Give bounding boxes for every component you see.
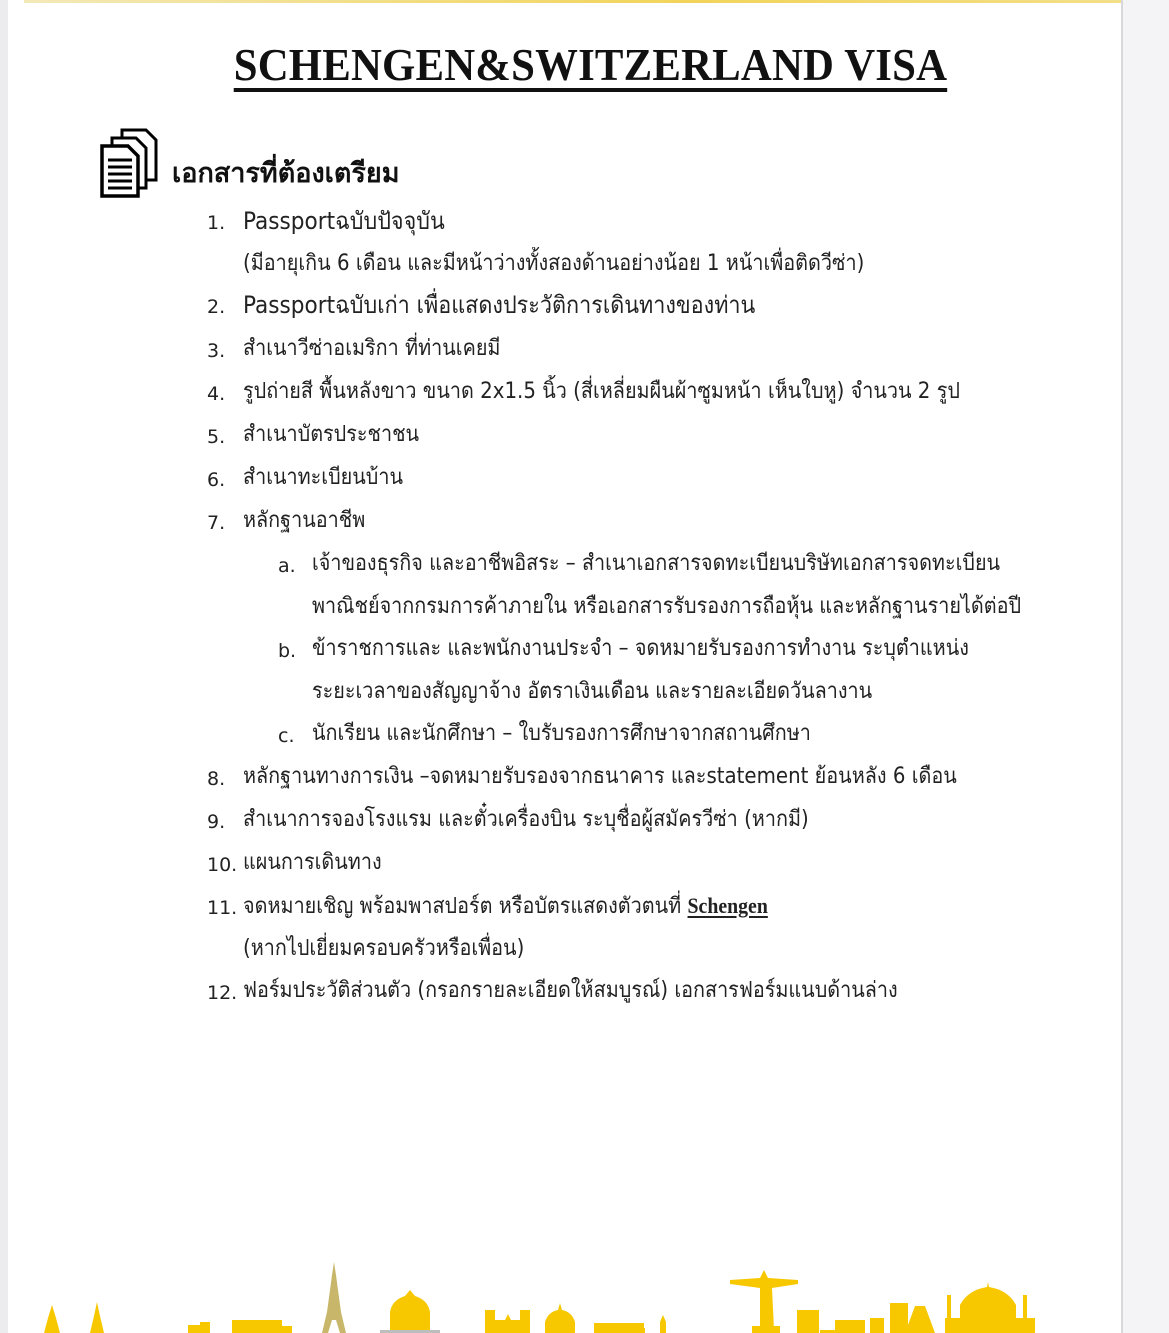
list-item-text-main: จดหมายเชิญ พร้อมพาสปอร์ต หรือบัตรแสดงตัวตนที่ <box>243 894 688 919</box>
landmarks-skyline-graphic <box>0 1253 1169 1333</box>
list-item-number: 7. <box>207 512 226 534</box>
sublist-item-letter: c. <box>278 725 295 747</box>
document-title: SCHENGEN&SWITZERLAND VISA <box>233 39 948 90</box>
schengen-emphasis: Schengen <box>687 893 768 918</box>
list-item-number: 12. <box>207 982 238 1004</box>
viewer-scrollbar[interactable] <box>1121 0 1169 1333</box>
list-item-text: สำเนาบัตรประชาชน <box>243 422 420 447</box>
top-yellow-strip <box>24 0 1129 3</box>
list-item-number: 11. <box>207 897 238 919</box>
sublist-item-text-continued: ระยะเวลาของสัญญาจ้าง อัตราเงินเดือน และรายละเอียดวันลางาน <box>312 679 873 704</box>
list-item-number: 1. <box>207 212 226 234</box>
list-item-number: 3. <box>207 340 226 362</box>
document-page <box>8 0 1121 1333</box>
list-item-text: สำเนาวีซ่าอเมริกา ที่ท่านเคยมี <box>243 336 501 361</box>
documents-icon <box>100 128 158 198</box>
list-item-number: 5. <box>207 426 226 448</box>
list-item-text: สำเนาการจองโรงแรม และตั๋วเครื่องบิน ระบุชื่อผู้สมัครวีซ่า (หากมี) <box>243 807 809 832</box>
list-item-text-continued: (มีอายุเกิน 6 เดือน และมีหน้าว่างทั้งสองด้านอย่างน้อย 1 หน้าเพื่อติดวีซ่า) <box>243 251 865 276</box>
list-item-text: Passportฉบับเก่า เพื่อแสดงประวัติการเดินทางของท่าน <box>243 291 756 319</box>
list-item-number: 9. <box>207 811 226 833</box>
sublist-item-text: เจ้าของธุรกิจ และอาชีพอิสระ – สำเนาเอกสารจดทะเบียนบริษัทเอกสารจดทะเบียน <box>312 551 1001 576</box>
list-item-text: หลักฐานทางการเงิน –จดหมายรับรองจากธนาคาร และstatement ย้อนหลัง 6 เดือน <box>243 764 957 789</box>
list-item-text: หลักฐานอาชีพ <box>243 508 366 533</box>
list-item-number: 6. <box>207 469 226 491</box>
list-item-text-continued: (หากไปเยี่ยมครอบครัวหรือเพื่อน) <box>243 936 525 961</box>
list-item-text: ฟอร์มประวัติส่วนตัว (กรอกรายละเอียดให้สมบูรณ์) เอกสารฟอร์มแนบด้านล่าง <box>243 978 898 1003</box>
list-item-text: Passportฉบับปัจจุบัน <box>243 207 445 235</box>
section-heading: เอกสารที่ต้องเตรียม <box>172 158 400 189</box>
sublist-item-letter: b. <box>278 640 297 662</box>
sublist-item-text: ข้าราชการและ และพนักงานประจำ – จดหมายรับรองการทำงาน ระบุตำแหน่ง <box>312 636 969 661</box>
list-item-text: สำเนาทะเบียนบ้าน <box>243 465 404 490</box>
list-item-number: 10. <box>207 854 238 876</box>
list-item-number: 2. <box>207 296 226 318</box>
list-item-number: 4. <box>207 383 226 405</box>
list-item-text: แผนการเดินทาง <box>243 850 382 875</box>
section-heading-row <box>100 128 400 198</box>
list-item-number: 8. <box>207 768 226 790</box>
list-item-text: รูปถ่ายสี พื้นหลังขาว ขนาด 2x1.5 นิ้ว (สี่เหลี่ยมผืนผ้าซูมหน้า เห็นใบหู) จำนวน 2 รูป <box>243 379 960 404</box>
list-item-text <box>243 891 768 922</box>
sublist-item-letter: a. <box>278 555 296 577</box>
sublist-item-text-continued: พาณิชย์จากกรมการค้าภายใน หรือเอกสารรับรองการถือหุ้น และหลักฐานรายได้ต่อปี <box>312 594 1022 619</box>
sublist-item-text: นักเรียน และนักศึกษา – ใบรับรองการศึกษาจากสถานศึกษา <box>312 721 811 746</box>
